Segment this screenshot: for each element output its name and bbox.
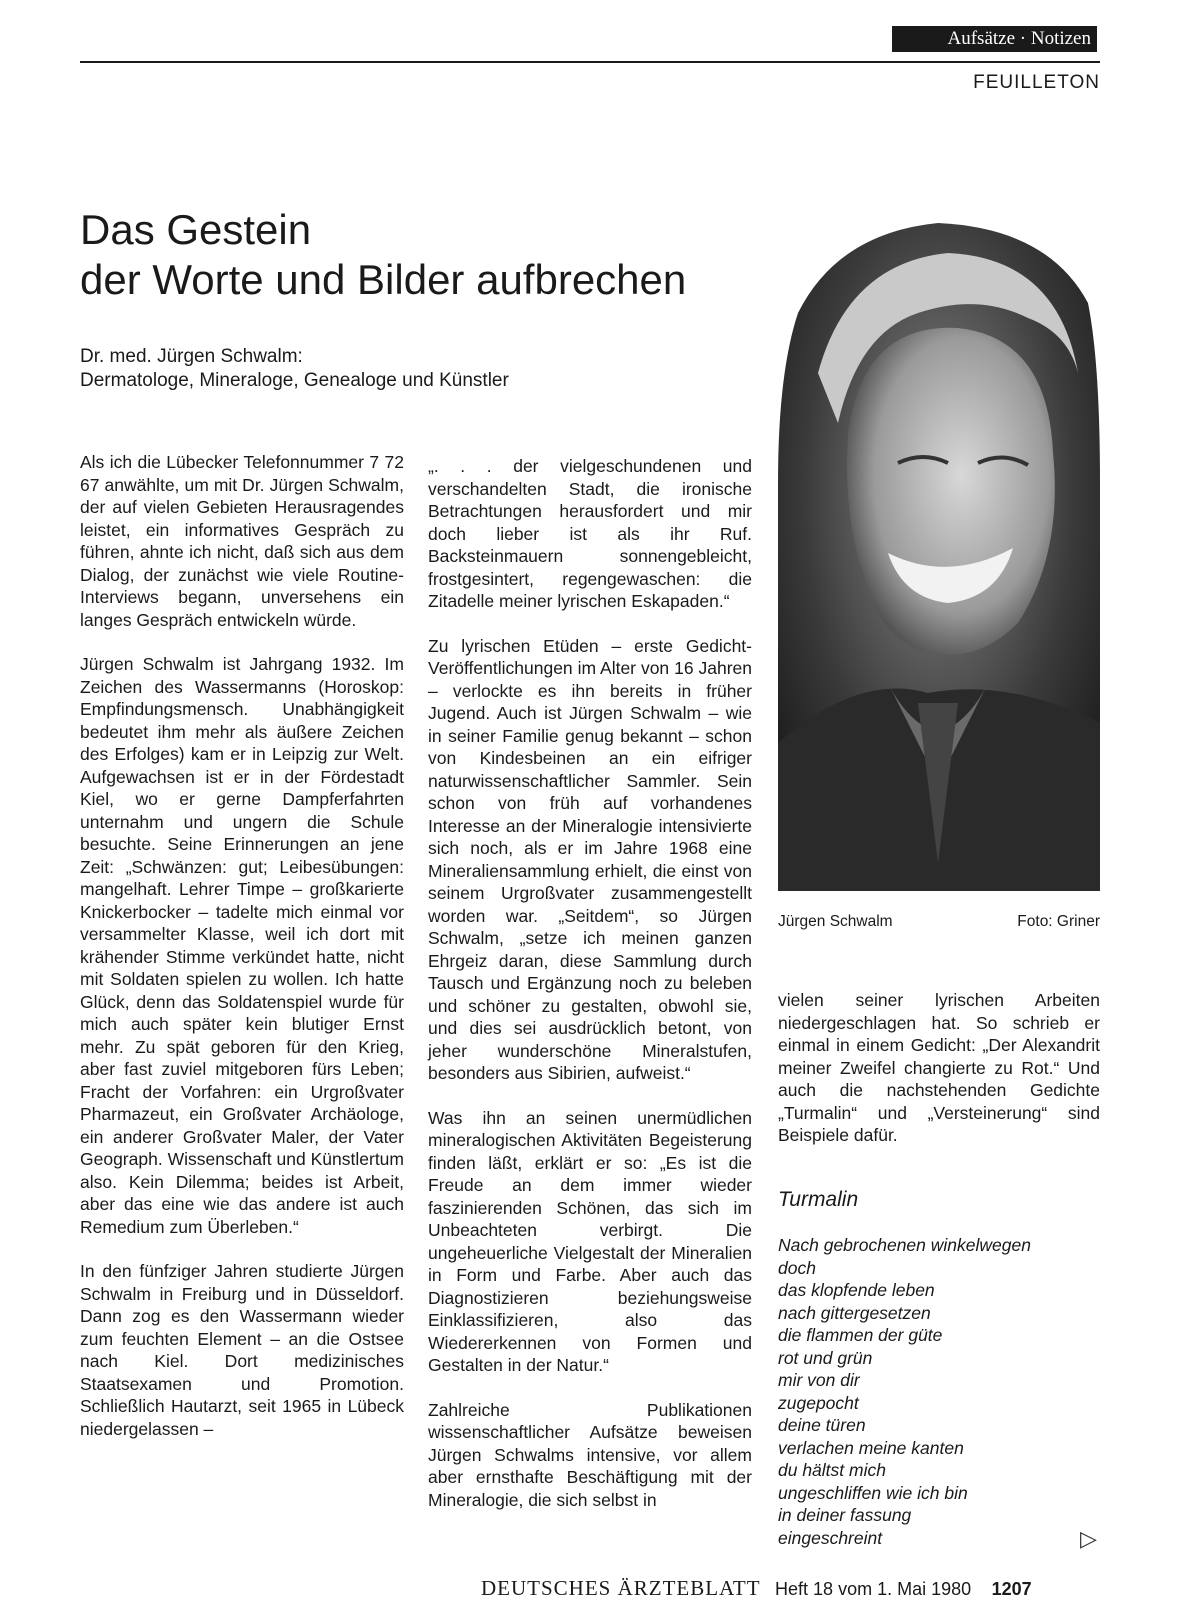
poem-line: zugepocht [778,1392,859,1413]
headline [80,205,686,305]
poem-line: du hältst mich [778,1460,886,1480]
paragraph: vielen seiner lyrischen Arbeiten niedergeschlagen hat. So schrieb er einmal in einem Gedicht: „Der Alexandrit meiner Zweifel changierte zu Rot.“ Und auch die nachstehenden Gedichte „Turmalin“ und „Versteinerung“ sind Beispiele dafür. [778,990,1100,1145]
paragraph: Jürgen Schwalm ist Jahrgang 1932. Im Zeichen des Wassermanns (Horoskop: Empfindungsmensch. Unabhängigkeit bedeutet ihm mehr als äußere Zeichen des Erfolges) kam er in Leipzig zur Welt. Aufgewachsen ist er in der Fördestadt Kiel, wo er gerne Dampferfahrten unternahm und ungern die Schule besuchte. Seine Erinnerungen an jene Zeit: „Schwänzen: gut; Leibesübungen: mangelhaft. Lehrer Timpe – großkarierte Knickerbocker – tadelte mich einmal vor versammelter Klasse, weil ich dort mit krähender Stimme verkündet hatte, nicht mit Soldaten spielen zu wollen. Ich hatte Glück, denn das Soldatenspiel wurde für mich auch später kein blutiger Ernst mehr. Zu spät geboren für den Krieg, aber fast zuviel mitgeboren fürs Leben; Fracht der Vorfahren: ein Urgroßvater Pharmazeut, ein Großvater Archäologe, ein anderer Großvater Maler, der Vater Geograph. Wissenschaft und Künstlertum also. Kein Dilemma; beides ist Arbeit, aber das eine wie das andere ist auch Remedium zum Überleben.“ [80,654,404,1237]
headline-line-1: Das Gestein [80,206,312,253]
section-label: FEUILLETON [973,72,1100,93]
paragraph: Als ich die Lübecker Telefonnummer 7 72 67 anwählte, um mit Dr. Jürgen Schwalm, der auf vielen Gebieten Herausragendes leistet, ein informatives Gespräch zu führen, ahnte ich nicht, daß sich aus dem Dialog, der zunächst wie viele Routine-Interviews begann, unversehens ein langes Gespräch entwickeln würde. [80,452,404,630]
headline-line-2: der Worte und Bilder aufbrechen [80,256,687,303]
paragraph: Zahlreiche Publikationen wissenschaftlicher Aufsätze beweisen Jürgen Schwalms intensive, vor allem aber ernsthafte Beschäftigung mit der Mineralogie, die sich selbst in [428,1399,752,1510]
poem-line: eingeschreint [778,1527,883,1548]
portrait-photo [778,223,1100,891]
poem-line: rot und grün [778,1347,873,1368]
poem-title: Turmalin [778,1188,859,1211]
poem-line: deine türen [778,1415,866,1435]
photo-caption [778,913,1100,931]
article-column-3 [778,989,1100,1169]
paragraph: Was ihn an seinen unermüdlichen mineralogischen Aktivitäten Begeisterung finden läßt, erklärt er so: „Es ist die Freude an dem immer wieder faszinierenden Schönen, das sich im Unbeachteten verbirgt. Die ungeheuerliche Vielgestalt der Mineralien in Form und Farbe. Aber auch das Diagnostizieren beziehungsweise Einklassifizieren, also das Wiedererkennen von Formen und Gestalten in der Natur.“ [428,1107,752,1375]
poem-line: die flammen der güte [778,1325,943,1345]
poem-line: Nach gebrochenen winkelwegen [778,1235,1031,1255]
article-column-2 [428,455,752,1533]
poem-line: verlachen meine kanten [778,1437,964,1458]
poem-line: mir von dir [778,1370,860,1390]
poem-line: nach gittergesetzen [778,1302,931,1323]
page-number: 1207 [991,1579,1032,1599]
journal-name: DEUTSCHES ÄRZTEBLATT [481,1576,761,1600]
poem-line: in deiner fassung [778,1505,912,1525]
caption-text: Jürgen Schwalm [778,913,893,930]
poem [778,1234,1031,1549]
poem-line: doch [778,1257,816,1278]
paragraph: Zu lyrischen Etüden – erste Gedicht-Veröffentlichungen im Alter von 16 Jahren – verlockte es ihn bereits in früher Jugend. Auch ist Jürgen Schwalm – wie in seiner Familie genug bekannt – schon von Kindesbeinen an ein eifriger naturwissenschaftlicher Sammler. Sein schon von früh auf vorhandenes Interesse an der Mineralogie intensivierte sich noch, als er im Jahre 1968 eine Mineraliensammlung erhielt, die einst von seinem Urgroßvater zusammengestellt worden war. „Seitdem“, so Jürgen Schwalm, „setze ich meinen ganzen Ehrgeiz daran, diese Sammlung durch Tausch und Ergänzung noch zu beleben und schöner zu gestalten, obwohl sie, und dies sei ausdrücklich betont, von jeher wunderschöne Mineralstufen, besonders aus Sibirien, aufweist.“ [428,635,752,1083]
article-column-1 [80,451,404,1462]
continue-arrow-icon: ▷ [1080,1526,1097,1551]
photo-credit: Foto: Griner [1017,913,1100,930]
subtitle [80,345,509,393]
section-badge: Aufsätze · Notizen [892,26,1097,52]
subtitle-line-2: Dermatologe, Mineraloge, Genealoge und Künstler [80,370,509,391]
subtitle-line-1: Dr. med. Jürgen Schwalm: [80,346,303,367]
top-rule [80,61,1100,63]
issue-info: Heft 18 vom 1. Mai 1980 [775,1579,972,1599]
poem-line: das klopfende leben [778,1280,935,1300]
paragraph: In den fünfziger Jahren studierte Jürgen Schwalm in Freiburg und in Düsseldorf. Dann zog es den Wassermann wieder zum feuchten Element – an die Ostsee nach Kiel. Dort medizinisches Staatsexamen und Promotion. Schließlich Hautarzt, seit 1965 in Lübeck niedergelassen – [80,1261,404,1439]
page-footer [481,1576,1032,1601]
paragraph: „. . . der vielgeschundenen und verschandelten Stadt, die ironische Betrachtungen herausfordert und mir doch lieber ist als ihr Ruf. Backsteinmauern sonnengebleicht, frostgesintert, regengewaschen: die Zitadelle meiner lyrischen Eskapaden.“ [428,456,752,611]
poem-line: ungeschliffen wie ich bin [778,1482,968,1503]
